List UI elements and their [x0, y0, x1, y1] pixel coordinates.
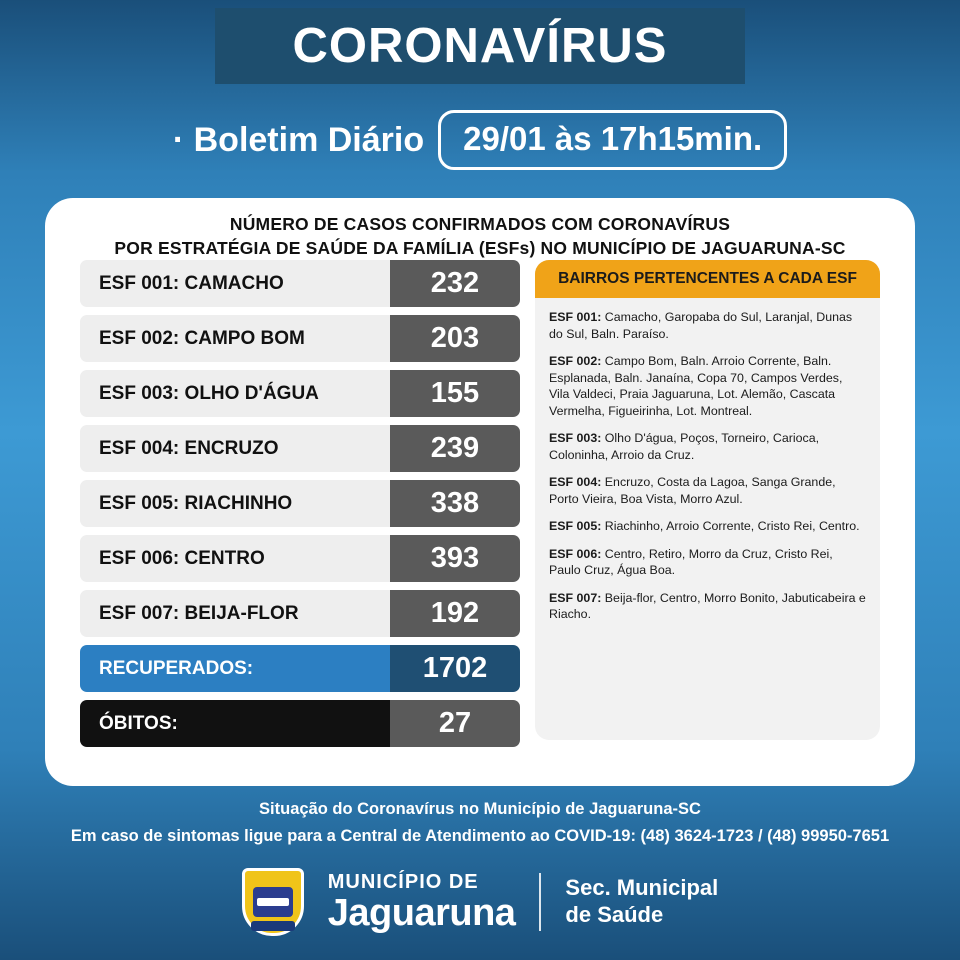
esf-key: ESF 004: [549, 475, 602, 489]
row-value: 338 [390, 480, 520, 527]
list-item [549, 430, 866, 463]
list-item [549, 518, 866, 535]
health-department-label [565, 875, 718, 929]
page-title: CORONAVÍRUS [292, 19, 668, 73]
table-row-deaths [80, 700, 520, 747]
date-badge: 29/01 às 17h15min. [438, 110, 787, 170]
panel-body [535, 298, 880, 623]
sec-line-2: de Saúde [565, 902, 664, 927]
esf-key: ESF 006: [549, 546, 602, 561]
row-label: ESF 001: CAMACHO [80, 260, 390, 307]
esf-text: Beija-flor, Centro, Morro Bonito, Jabuticabeira e Riacho. [549, 590, 866, 621]
table-row [80, 425, 520, 472]
row-value: 393 [390, 535, 520, 582]
list-item [549, 309, 866, 342]
table-row [80, 480, 520, 527]
row-label: ÓBITOS: [80, 700, 390, 747]
coat-of-arms-icon [242, 868, 304, 936]
subtitle-row [0, 105, 960, 175]
esf-case-list [80, 260, 520, 755]
esf-key: ESF 007: [549, 590, 602, 605]
row-label: ESF 004: ENCRUZO [80, 425, 390, 472]
brand-divider [539, 873, 541, 931]
brand-line-1: MUNICÍPIO DE [327, 871, 479, 893]
table-row [80, 260, 520, 307]
esf-text: Riachinho, Arroio Corrente, Cristo Rei, Centro. [601, 519, 860, 533]
row-value: 1702 [390, 645, 520, 692]
footer-text [0, 800, 960, 846]
content-card [45, 198, 915, 786]
card-heading-line1: NÚMERO DE CASOS CONFIRMADOS COM CORONAVÍRUS [229, 214, 731, 234]
municipality-brand [328, 872, 516, 932]
footer-line-2: Em caso de sintomas ligue para a Central de Atendimento ao COVID-19: (48) 3624-1723 / (48) 99950-7651 [70, 827, 890, 845]
table-row [80, 590, 520, 637]
list-item [549, 590, 866, 623]
table-row-recovered [80, 645, 520, 692]
brand-line-2: Jaguaruna [327, 892, 516, 934]
esf-text: Encruzo, Costa da Lagoa, Sanga Grande, Porto Vieira, Boa Vista, Morro Azul. [549, 475, 836, 506]
esf-key: ESF 003: [549, 431, 602, 445]
esf-text: Campo Bom, Baln. Arroio Corrente, Baln. Esplanada, Baln. Janaína, Copa 70, Campos Verdes, Vila Valdeci, Praia Jaguaruna, Lot. Alemão, Cascata Vermelha, Figueirinha, Lot. Montreal. [549, 354, 843, 418]
row-value: 239 [390, 425, 520, 472]
title-bar [215, 8, 745, 84]
panel-heading: BAIRROS PERTENCENTES A CADA ESF [535, 260, 880, 298]
card-heading-line2: POR ESTRATÉGIA DE SAÚDE DA FAMÍLIA (ESFs) NO MUNICÍPIO DE JAGUARUNA-SC [114, 238, 846, 258]
subtitle-label: · Boletim Diário [172, 120, 425, 159]
neighborhoods-panel [535, 260, 880, 740]
row-value: 232 [390, 260, 520, 307]
esf-key: ESF 005: [549, 519, 602, 533]
esf-key: ESF 002: [549, 354, 602, 368]
row-label: ESF 003: OLHO D'ÁGUA [80, 370, 390, 417]
row-value: 27 [390, 700, 520, 747]
row-value: 192 [390, 590, 520, 637]
footer-line-1: Situação do Coronavírus no Município de Jaguaruna-SC [259, 800, 701, 818]
brand-bar [0, 868, 960, 936]
esf-key: ESF 001: [549, 310, 602, 324]
list-item [549, 546, 866, 579]
list-item [549, 474, 866, 507]
row-label: RECUPERADOS: [80, 645, 390, 692]
row-label: ESF 007: BEIJA-FLOR [80, 590, 390, 637]
table-row [80, 315, 520, 362]
row-label: ESF 002: CAMPO BOM [80, 315, 390, 362]
row-value: 203 [390, 315, 520, 362]
esf-text: Camacho, Garopaba do Sul, Laranjal, Dunas do Sul, Baln. Paraíso. [549, 310, 853, 341]
row-label: ESF 006: CENTRO [80, 535, 390, 582]
row-label: ESF 005: RIACHINHO [80, 480, 390, 527]
table-row [80, 370, 520, 417]
list-item [549, 353, 866, 419]
esf-text: Centro, Retiro, Morro da Cruz, Cristo Rei, Paulo Cruz, Água Boa. [549, 546, 833, 577]
table-row [80, 535, 520, 582]
row-value: 155 [390, 370, 520, 417]
sec-line-1: Sec. Municipal [565, 875, 719, 901]
esf-text: Olho D'água, Poços, Torneiro, Carioca, Coloninha, Arroio da Cruz. [549, 431, 820, 462]
